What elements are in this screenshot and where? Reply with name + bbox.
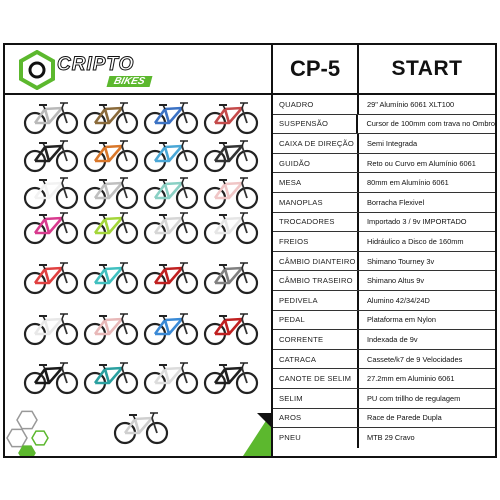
hexagon-decoration-icon: [7, 429, 27, 446]
bike-gallery-svg: [5, 95, 271, 456]
bike-icon: [145, 178, 197, 208]
model-code: CP-5: [273, 45, 359, 95]
spec-row: [273, 115, 495, 135]
spec-row: [273, 271, 495, 291]
spec-value: Borracha Flexivel: [367, 197, 425, 207]
brand-logo-area: [5, 45, 273, 95]
spec-label: MANOPLAS: [273, 193, 359, 212]
spec-value: Reto ou Curvo em Alumínio 6061: [367, 158, 476, 168]
spec-value: 27.2mm em Aluminio 6061: [367, 374, 455, 384]
spec-value: Race de Parede Dupla: [367, 413, 442, 423]
spec-value: Shimano Tourney 3v: [367, 256, 435, 266]
bike-icon: [205, 363, 257, 393]
product-sheet: [3, 43, 497, 458]
hexagon-decoration-icon: [32, 431, 48, 445]
spec-row: [273, 154, 495, 174]
spec-value: Hidráulico a Disco de 160mm: [367, 236, 464, 246]
spec-value: Importado 3 / 9v IMPORTADO: [367, 217, 467, 227]
hexagon-decoration-icon: [17, 411, 37, 428]
spec-label: CÂMBIO DIANTEIRO: [273, 252, 359, 271]
spec-label: MESA: [273, 173, 359, 192]
spec-value: Indexada de 9v: [367, 334, 418, 344]
bike-icon: [25, 314, 77, 344]
bike-icon: [145, 213, 197, 243]
bike-icon: [205, 213, 257, 243]
spec-row: [273, 311, 495, 331]
bike-icon: [25, 263, 77, 293]
spec-row: [273, 173, 495, 193]
brand-name: CRIPTO: [57, 54, 135, 75]
spec-value: Semi Integrada: [367, 138, 418, 148]
bike-icon: [85, 263, 137, 293]
spec-label: GUIDÃO: [273, 154, 359, 173]
spec-row: [273, 95, 495, 115]
spec-label: CÂMBIO TRASEIRO: [273, 271, 359, 290]
bike-icon: [85, 363, 137, 393]
spec-value: Alumino 42/34/24D: [367, 295, 430, 305]
spec-label: TROCADORES: [273, 213, 359, 232]
spec-row: [273, 369, 495, 389]
spec-label: SUSPENSÃO: [273, 115, 358, 134]
spec-value: PU com trillho de regulagem: [367, 393, 461, 403]
bike-icon: [85, 314, 137, 344]
hexagon-decoration-icon: [19, 446, 35, 456]
bike-icon: [205, 141, 257, 171]
brand-sub: BIKES: [107, 76, 153, 87]
spec-row: [273, 134, 495, 154]
spec-row: [273, 232, 495, 252]
spec-label: QUADRO: [273, 95, 359, 114]
bike-icon: [25, 363, 77, 393]
bike-icon: [25, 141, 77, 171]
spec-row: [273, 330, 495, 350]
bike-color-gallery: [5, 95, 273, 456]
spec-value: Shimano Altus 9v: [367, 276, 425, 286]
spec-table: [273, 95, 495, 448]
bike-icon: [145, 103, 197, 133]
spec-value: 80mm em Alumínio 6061: [367, 178, 449, 188]
bike-icon: [25, 103, 77, 133]
spec-label: CAIXA DE DIREÇÃO: [273, 134, 359, 153]
bike-icon: [85, 178, 137, 208]
bike-icon: [85, 213, 137, 243]
spec-row: [273, 389, 495, 409]
bike-icon: [205, 263, 257, 293]
spec-label: PNEU: [273, 428, 359, 448]
bike-icon: [25, 178, 77, 208]
bike-icon: [205, 314, 257, 344]
brand-logo-icon: [17, 50, 57, 90]
bike-icon: [145, 314, 197, 344]
product-name: START: [359, 45, 495, 95]
spec-row: [273, 193, 495, 213]
spec-label: SELIM: [273, 389, 359, 408]
bike-icon: [85, 141, 137, 171]
spec-label: AROS: [273, 409, 359, 428]
bike-icon: [25, 213, 77, 243]
spec-label: PEDIVELA: [273, 291, 359, 310]
spec-row: [273, 213, 495, 233]
spec-row: [273, 252, 495, 272]
spec-label: PEDAL: [273, 311, 359, 330]
spec-value: 29" Alumínio 6061 XLT100: [367, 99, 455, 109]
spec-row: [273, 291, 495, 311]
spec-row: [273, 428, 495, 448]
spec-label: FREIOS: [273, 232, 359, 251]
bike-icon: [205, 103, 257, 133]
spec-value: Plataforma em Nylon: [367, 315, 437, 325]
spec-label: CATRACA: [273, 350, 359, 369]
bike-icon: [115, 413, 167, 443]
spec-value: Cassete/k7 de 9 Velocidades: [367, 354, 463, 364]
bike-icon: [145, 141, 197, 171]
bike-icon: [205, 178, 257, 208]
bike-icon: [145, 263, 197, 293]
spec-value: MTB 29 Cravo: [367, 433, 415, 443]
bike-icon: [145, 363, 197, 393]
spec-value: Cursor de 100mm com trava no Ombro: [366, 119, 495, 129]
spec-row: [273, 350, 495, 370]
bike-icon: [85, 103, 137, 133]
spec-label: CANOTE DE SELIM: [273, 369, 359, 388]
spec-label: CORRENTE: [273, 330, 359, 349]
spec-row: [273, 409, 495, 429]
